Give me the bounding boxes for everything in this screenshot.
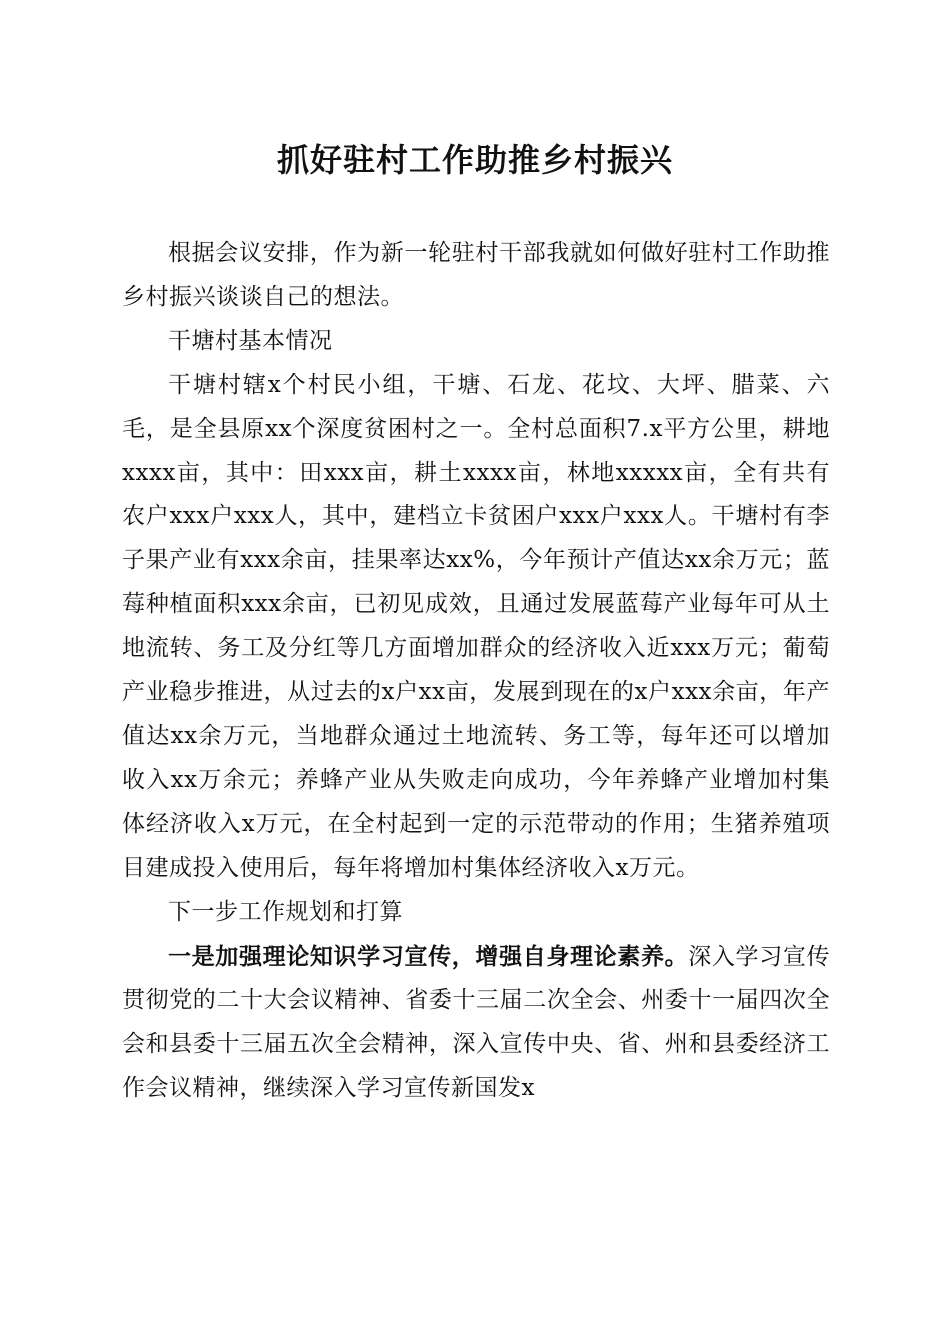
- document-title: 抓好驻村工作助推乡村振兴: [276, 141, 673, 179]
- section-heading-next-steps: 下一步工作规划和打算: [168, 898, 403, 925]
- intro-paragraph: 根据会议安排，作为新一轮驻村干部我就如何做好驻村工作助推乡村振兴谈谈自己的想法。: [122, 240, 830, 310]
- point-one-paragraph: [122, 935, 830, 1112]
- document-body: [122, 232, 830, 1111]
- section-heading-village-overview: 干塘村基本情况: [168, 327, 333, 354]
- village-overview-paragraph: 干塘村辖x个村民小组，干塘、石龙、花坟、大坪、腊菜、六毛，是全县原xx个深度贫困村之一。全村总面积7.x平方公里，耕地xxxx亩，其中：田xxx亩，耕土xxxx亩，林地xxxxx亩，全有共有农户xxx户xxx人，其中，建档立卡贫困户xxx户xxx人。干塘村有李子果产业有xxx余亩，挂果率达xx%，今年预计产值达xx余万元；蓝莓种植面积xxx余亩，已初见成效，且通过发展蓝莓产业每年可从土地流转、务工及分红等几方面增加群众的经济收入近xxx万元；葡萄产业稳步推进，从过去的x户xx亩，发展到现在的x户xxx余亩，年产值达xx余万元，当地群众通过土地流转、务工等，每年还可以增加收入xx万余元；养蜂产业从失败走向成功，今年养蜂产业增加村集体经济收入x万元，在全村起到一定的示范带动的作用；生猪养殖项目建成投入使用后，每年将增加村集体经济收入x万元。: [122, 371, 830, 881]
- point-one-lead: 一是加强理论知识学习宣传，增强自身理论素养。: [168, 942, 689, 970]
- point-one-body: 深入学习宣传贯彻党的二十大会议精神、省委十三届二次全会、州委十一届四次全会和县委十三届五次全会精神，深入宣传中央、省、州和县委经济工作会议精神，继续深入学习宣传新国发x: [122, 943, 831, 1102]
